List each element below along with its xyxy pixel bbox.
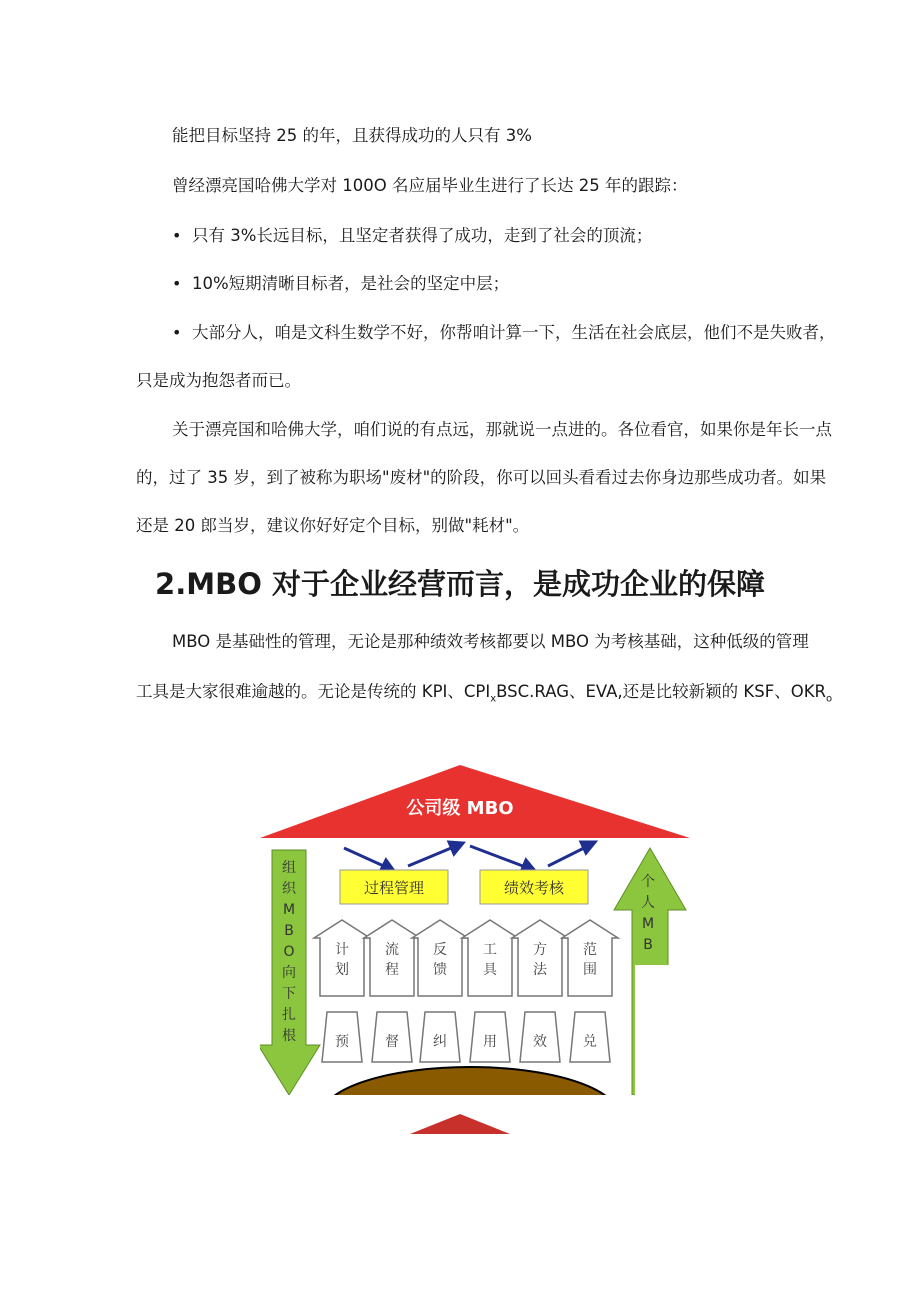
pillar-3	[412, 920, 468, 1062]
svg-text:效: 效	[533, 1034, 547, 1050]
pillar-5	[512, 920, 568, 1062]
paragraph-3-line-1: 关于漂亮国和哈佛大学，咱们说的有点远，那就说一点进的。各位看官，如果你是年长一点	[172, 420, 832, 439]
svg-text:馈: 馈	[433, 962, 447, 978]
paragraph-3-line-2: 的，过了 35 岁，到了被称为职场"废材"的阶段，你可以回头看看过去你身边那些成功者。如果	[136, 468, 827, 487]
paragraph-1: 能把目标坚持 25 的年，且获得成功的人只有 3%	[172, 126, 532, 145]
process-arrows	[344, 842, 595, 872]
paragraph-2: 曾经漂亮国哈佛大学对 100O 名应届毕业生进行了长达 25 年的跟踪：	[172, 176, 688, 195]
pillar-2	[364, 920, 420, 1062]
svg-text:范: 范	[583, 942, 597, 958]
svg-text:预: 预	[335, 1034, 349, 1050]
svg-text:具: 具	[483, 962, 497, 978]
left-arrow-char: 组	[282, 860, 296, 876]
overlay-block	[635, 965, 700, 1095]
bullet-item-3: 大部分人，咱是文科生数学不好，你帮咱计算一下，生活在社会底层，他们不是失败者，	[192, 323, 836, 342]
svg-text:方: 方	[533, 942, 547, 958]
left-arrow-char: 扎	[282, 1007, 296, 1023]
paragraph-4-text-a: 工具是大家很难逾越的。无论是传统的 KPI、CPI	[136, 682, 491, 701]
subscript-x: x	[490, 693, 497, 705]
right-arrow-char: 人	[641, 895, 655, 911]
left-arrow-char: B	[284, 923, 294, 939]
bullet-item-3-continuation: 只是成为抱怨者而已。	[136, 371, 301, 390]
svg-text:法: 法	[533, 962, 547, 978]
foundation-shape	[322, 1067, 618, 1095]
right-arrow-char: B	[643, 937, 653, 953]
svg-text:纠: 纠	[433, 1034, 447, 1050]
section-heading: 2.MBO 对于企业经营而言，是成功企业的保障	[155, 567, 765, 601]
svg-text:划: 划	[335, 962, 349, 978]
subscript-o: o	[825, 693, 833, 705]
diagram-fragment	[380, 1112, 540, 1134]
pillar-4	[462, 920, 518, 1062]
left-arrow-char: 向	[282, 965, 296, 981]
mbo-house-diagram	[260, 760, 700, 1095]
bullet-icon: •	[172, 226, 182, 245]
svg-text:督: 督	[385, 1034, 399, 1050]
left-arrow-char: 下	[282, 986, 296, 1002]
process-management-label: 过程管理	[363, 879, 425, 897]
paragraph-4-line-1: MBO 是基础性的管理，无论是那种绩效考核都要以 MBO 为考核基础，这种低级的管理	[172, 632, 809, 651]
paragraph-3-line-3: 还是 20 郎当岁，建议你好好定个目标，别做"耗材"。	[136, 516, 530, 535]
roof-label: 公司级 MBO	[406, 798, 514, 819]
left-arrow-char: 织	[282, 881, 296, 897]
left-arrow-char: 根	[282, 1028, 296, 1044]
pillar-6	[562, 920, 618, 1062]
left-arrow-char: M	[282, 902, 296, 918]
svg-text:流: 流	[385, 942, 399, 958]
svg-text:程: 程	[385, 962, 399, 978]
right-arrow-char: M	[641, 916, 655, 932]
bullet-icon: •	[172, 274, 182, 293]
svg-text:围: 围	[583, 962, 597, 978]
svg-text:用: 用	[483, 1034, 497, 1050]
svg-text:工: 工	[483, 942, 497, 958]
paragraph-4-line-2	[136, 680, 832, 711]
bullet-icon: •	[172, 323, 182, 342]
bullet-item-1: 只有 3%长远目标，且坚定者获得了成功，走到了社会的顶流；	[192, 226, 653, 245]
pillar-1	[314, 920, 370, 1062]
svg-text:兑: 兑	[583, 1034, 597, 1050]
svg-text:计: 计	[335, 942, 349, 958]
right-arrow-char: 个	[641, 874, 655, 890]
left-arrow-char: O	[283, 944, 295, 960]
performance-label: 绩效考核	[503, 879, 565, 897]
paragraph-4-text-b: BSC.RAG、EVA,还是比较新颖的 KSF、OKR	[496, 682, 826, 701]
bullet-item-2: 10%短期清晰目标者，是社会的坚定中层；	[192, 274, 510, 293]
svg-text:反: 反	[433, 942, 447, 958]
